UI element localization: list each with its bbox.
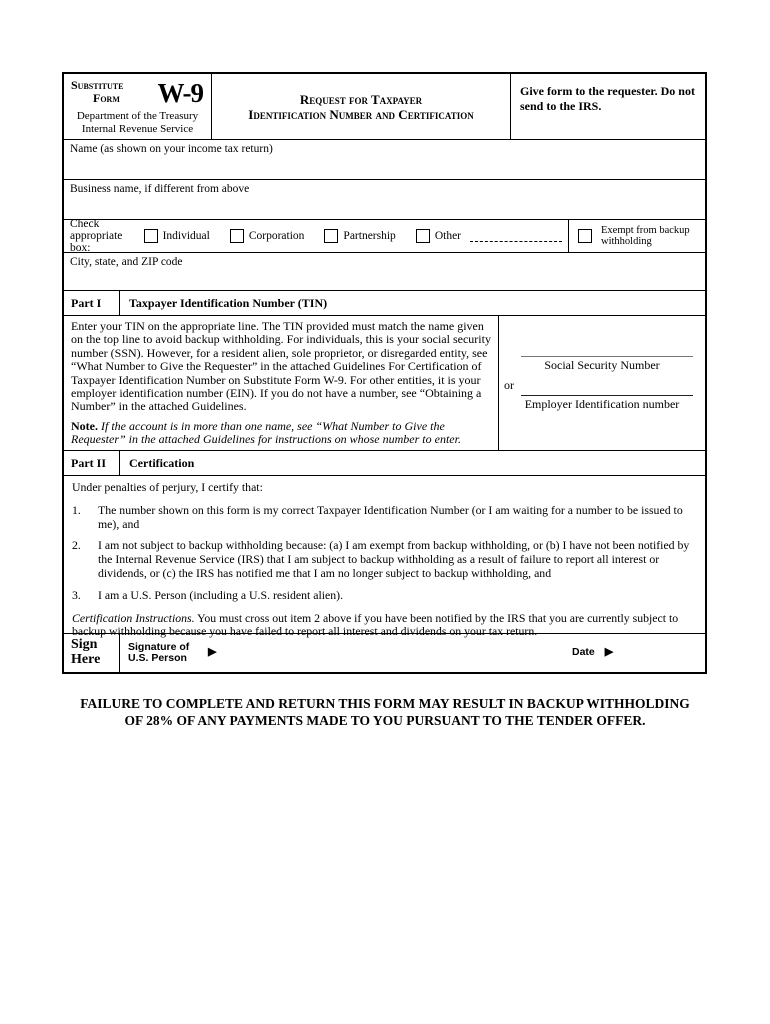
part2-body [64, 476, 705, 639]
warning-line1: FAILURE TO COMPLETE AND RETURN THIS FORM MAY RESULT IN BACKUP WITHHOLDING [80, 696, 690, 711]
exempt-option [569, 220, 705, 252]
item2-number: 2. [72, 538, 81, 553]
city-state-zip-label: City, state, and ZIP code [70, 256, 183, 268]
form-header [64, 74, 705, 140]
name-field[interactable] [64, 140, 705, 180]
partnership-label: Partnership [343, 230, 396, 242]
ssn-write-line[interactable] [521, 356, 693, 357]
date-arrow-icon: ▶ [604, 646, 614, 659]
sign-word: Sign [71, 637, 98, 652]
partnership-checkbox[interactable] [324, 229, 338, 243]
here-word: Here [71, 652, 101, 667]
part1-body [64, 316, 705, 451]
ein-label: Employer Identification number [524, 397, 680, 411]
sign-here-label [64, 634, 120, 672]
item1-text: The number shown on this form is my correct Taxpayer Identification Number (or I am waiting for a number to be issued to me), and [98, 502, 683, 531]
part2-label: Part II [64, 451, 120, 475]
other-text-blank[interactable] [470, 231, 562, 242]
item3-text: I am a U.S. Person (including a U.S. resident alien). [98, 587, 344, 602]
individual-checkbox[interactable] [144, 229, 158, 243]
part2-header [64, 451, 705, 476]
item2-text: I am not subject to backup withholding because: (a) I am exempt from backup withholding, or (b) I have not been notified by the Internal Revenue Service (IRS) that I am subject to backup withholding as a result of failure to report all interest or dividends, or (c) the IRS has notified me that I am no longer subject to backup withholding, and [98, 538, 690, 580]
check-appropriate-box-label: Check appropriate box: [70, 218, 123, 254]
signature-of-label [128, 642, 198, 665]
w9-form-number: W-9 [157, 78, 203, 108]
signature-arrow-icon: ▶ [208, 646, 217, 659]
warning-line2: OF 28% OF ANY PAYMENTS MADE TO YOU PURSUANT TO THE TENDER OFFER. [124, 713, 646, 728]
entity-type-options [64, 220, 569, 252]
certification-instructions-text: You must cross out item 2 above if you have been notified by the IRS that you are currently subject to backup withholding because you have failed to report all interest and dividends on your tax return. [72, 610, 679, 639]
form-title-block [212, 74, 511, 139]
other-option [416, 229, 562, 243]
form-label: Form [93, 91, 120, 105]
part1-note-label: Note. [71, 418, 98, 433]
name-field-label: Name (as shown on your income tax return) [70, 143, 273, 155]
ssn-label: Social Security Number [544, 358, 660, 372]
part1-note [71, 420, 491, 447]
ssn-block [499, 356, 705, 373]
individual-option [144, 229, 210, 243]
ein-write-line[interactable] [521, 395, 693, 396]
backup-withholding-warning [0, 695, 770, 729]
business-name-field[interactable] [64, 180, 705, 220]
corporation-label: Corporation [248, 230, 305, 242]
other-checkbox[interactable] [416, 229, 430, 243]
exempt-checkbox[interactable] [578, 229, 592, 243]
part1-header [64, 291, 705, 316]
partnership-option [324, 229, 395, 243]
w9-form [62, 72, 707, 674]
form-title-line2: Identification Number and Certification [248, 106, 474, 122]
date-label: Date [572, 646, 595, 659]
department-lines [71, 110, 204, 135]
part1-body-text: Enter your TIN on the appropriate line. The TIN provided must match the name given on the top line to avoid backup withholding. For individuals, this is your social security number (SSN). However, for a resident alien, sole proprietor, or disregarded entity, see “What Number to Give the Requester” in the attached Guidelines For Certification of Taxpayer Identification Number on Substitute Form W-9. For other entities, it is your employer identification number (EIN). If you do not have a number, see “Obtaining a Number” in the attached Guidelines. [71, 319, 491, 414]
other-label: Other [434, 230, 461, 242]
city-state-zip-field[interactable] [64, 253, 705, 291]
part1-instructions [64, 316, 499, 450]
part1-note-text: If the account is in more than one name, see “What Number to Give the Requester” in the attached Guidelines for instructions on whose number to enter. [71, 418, 461, 447]
part1-title: Taxpayer Identification Number (TIN) [129, 295, 328, 310]
item3-number: 3. [72, 587, 81, 602]
certification-intro: Under penalties of perjury, I certify that: [72, 480, 263, 494]
corporation-option [230, 229, 305, 243]
tin-entry-cell [499, 316, 705, 450]
dept-irs: Internal Revenue Service [81, 122, 194, 135]
form-id-block [64, 74, 212, 139]
corporation-checkbox[interactable] [230, 229, 244, 243]
exempt-label: Exempt from backup withholding [601, 224, 690, 247]
form-title-line1: Request for Taxpayer [299, 91, 423, 107]
signature-area-row [120, 634, 705, 672]
business-name-field-label: Business name, if different from above [70, 183, 250, 195]
certification-item-1 [72, 504, 697, 532]
signature-of-line1: Signature of [128, 640, 190, 653]
substitute-label: Substitute [71, 78, 124, 92]
give-form-instruction: Give form to the requester. Do not send to the IRS. [520, 84, 695, 113]
part1-label: Part I [64, 291, 120, 315]
part2-title: Certification [129, 455, 195, 470]
certification-instructions-label: Certification Instructions. [72, 610, 195, 625]
certification-item-2 [72, 539, 697, 580]
dept-treasury: Department of the Treasury [76, 110, 199, 122]
entity-type-row [64, 220, 705, 253]
date-field [572, 647, 723, 659]
individual-label: Individual [162, 230, 210, 242]
signature-row [64, 634, 705, 672]
item1-number: 1. [72, 502, 81, 517]
signature-of-line2: U.S. Person [128, 652, 187, 664]
certification-item-3 [72, 589, 697, 603]
or-label: or [504, 378, 514, 392]
ein-block [499, 395, 705, 412]
